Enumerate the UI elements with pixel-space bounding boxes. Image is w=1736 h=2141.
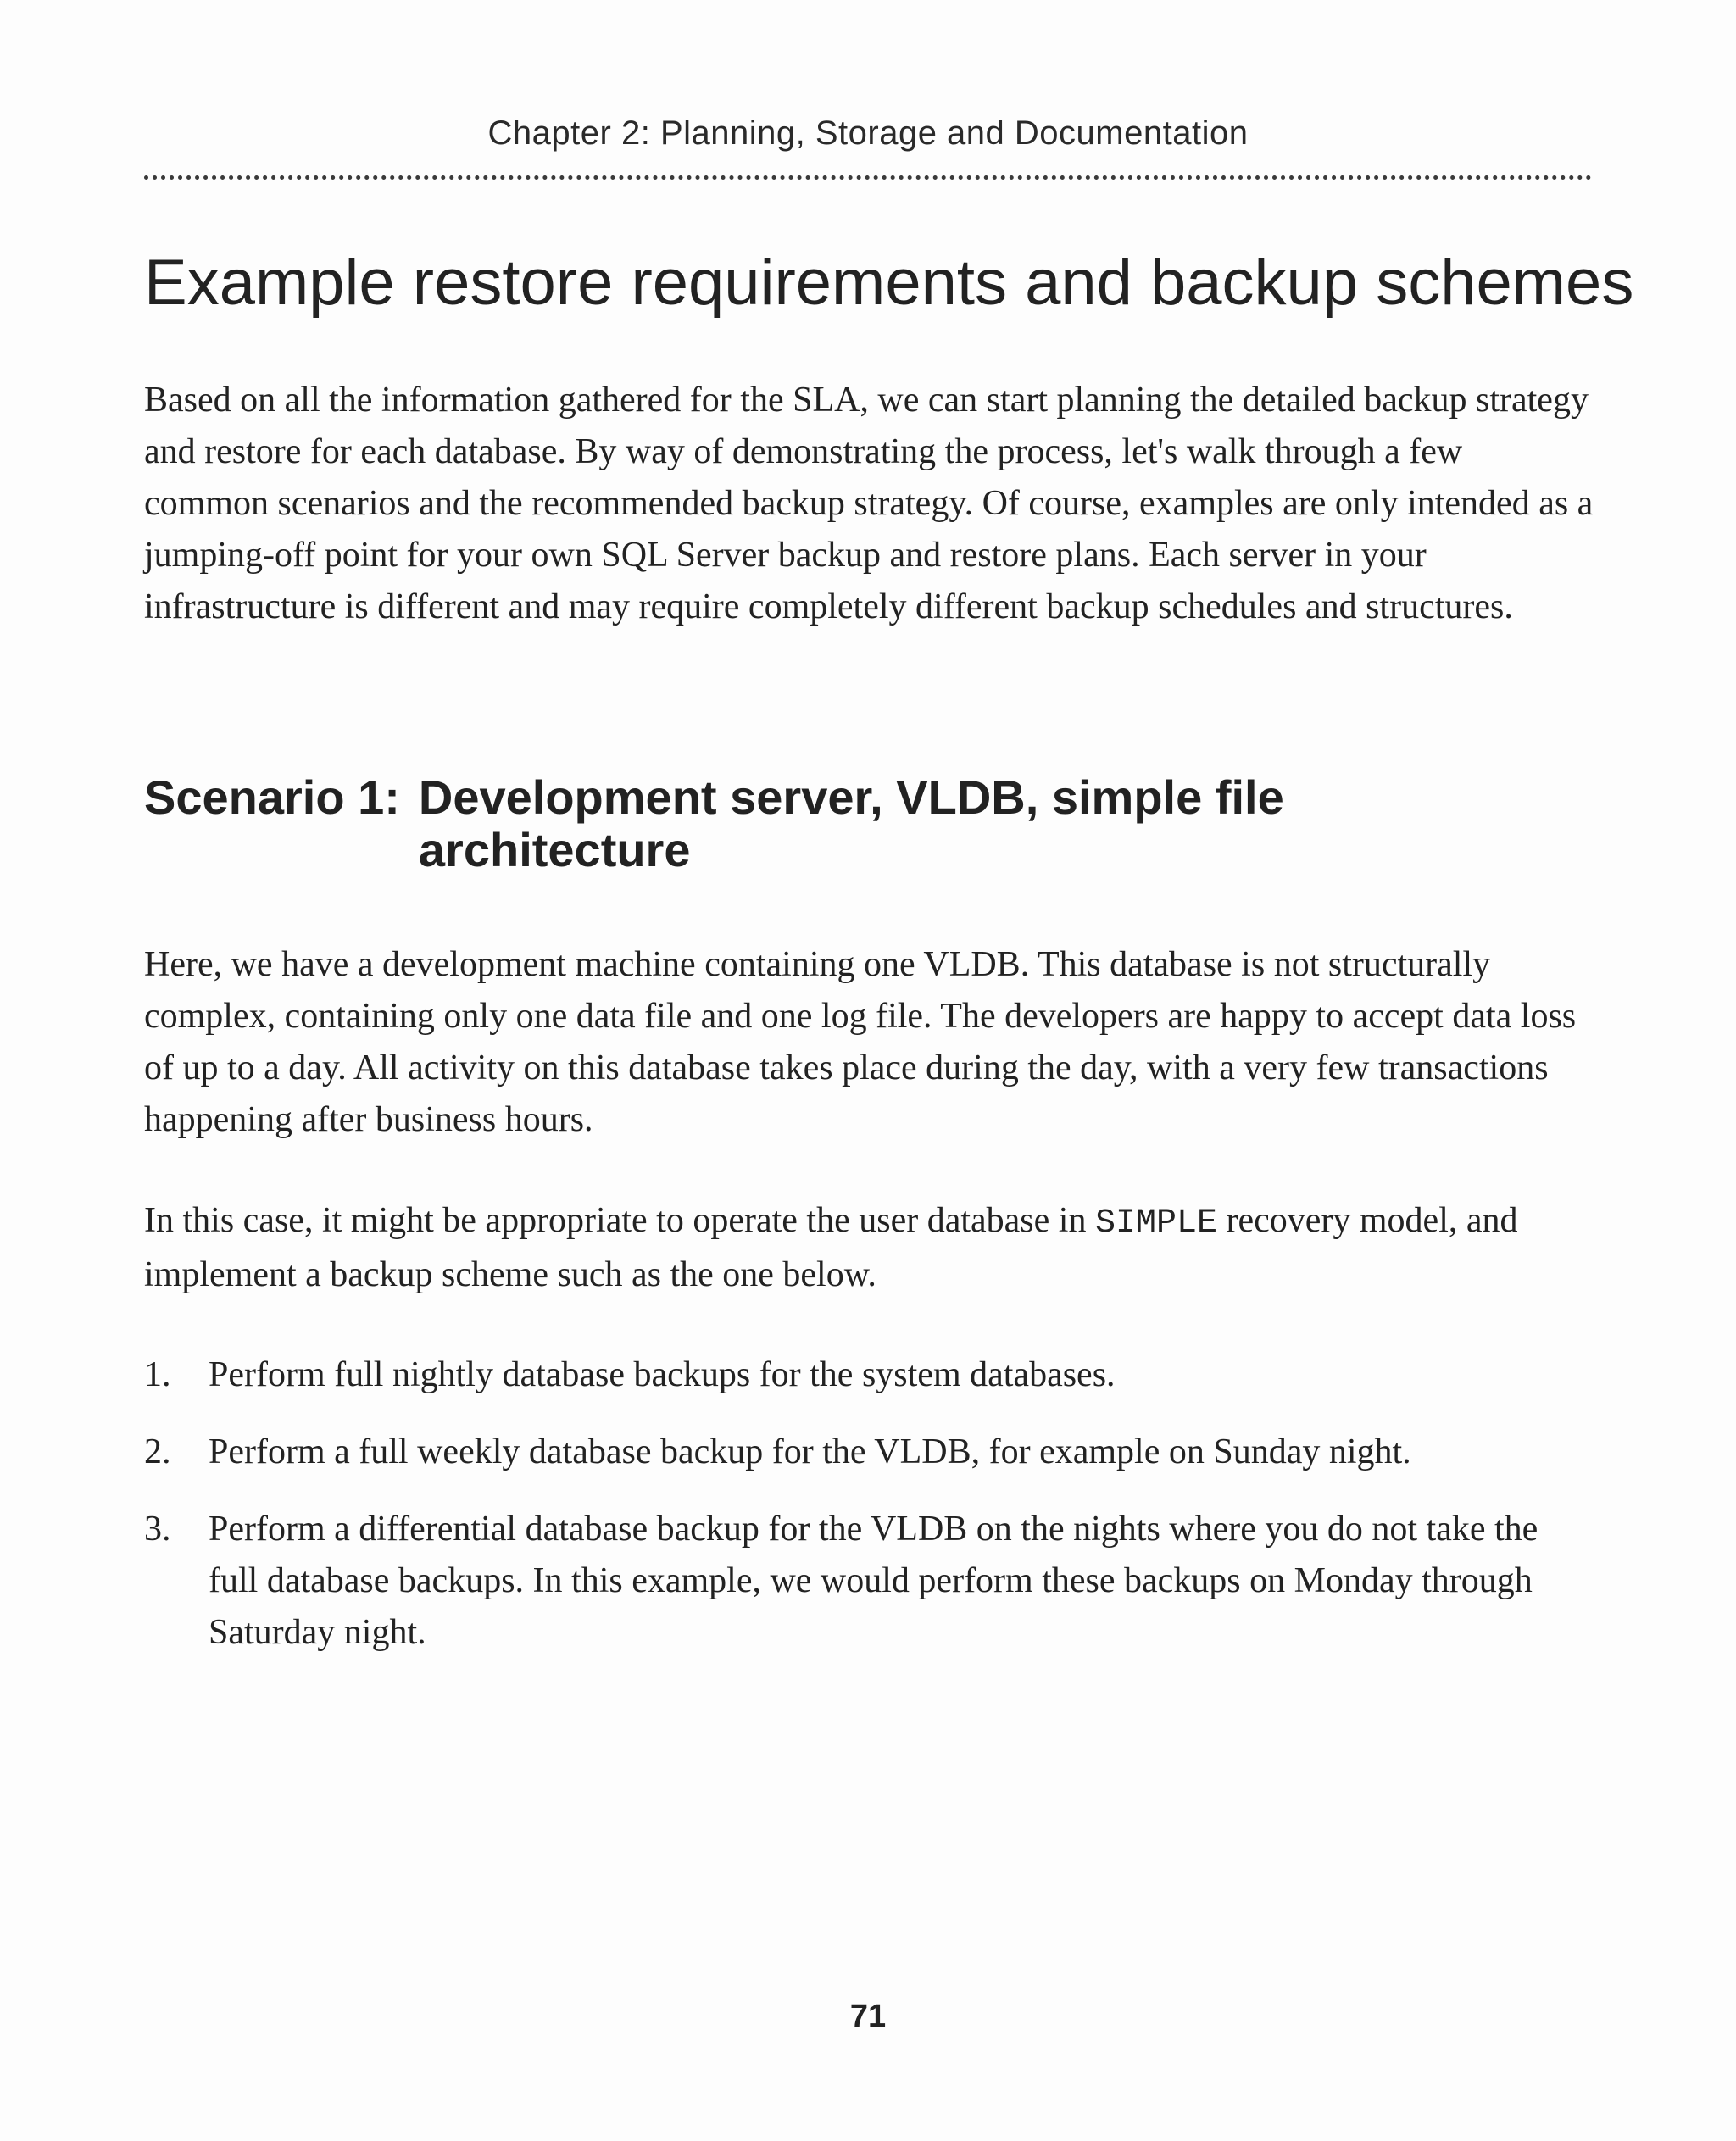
step-text: Perform a full weekly database backup for the VLDB, for example on Sunday night. bbox=[209, 1432, 1411, 1471]
page-number: 71 bbox=[849, 1999, 887, 2034]
header-divider bbox=[144, 175, 1592, 180]
scenario-description: Here, we have a development machine containing one VLDB. This database is not structurally complex, containing only one data file and one log file. The developers are happy to accept data loss of up to a day. All activity on this database takes place during the day, with a very few transactions happening after business hours. bbox=[144, 945, 1577, 1139]
list-item bbox=[144, 1349, 1595, 1401]
step-number: 3. bbox=[144, 1510, 171, 1549]
intro-paragraph: Based on all the information gathered for the SLA, we can start planning the detailed backup strategy and restore for each database. By way of demonstrating the process, let's walk through a few common scenarios and the recommended backup strategy. Of course, examples are only intended as a jumping-off point for your own SQL Server backup and restore plans. Each server in your infrastructure is different and may require completely different backup schedules and structures. bbox=[144, 381, 1594, 626]
recovery-text-after: recovery model, and implement a backup scheme such as the one below. bbox=[144, 1201, 1518, 1294]
step-text: Perform a differential database backup for the VLDB on the nights where you do not take the full database backups. In this example, we would perform these backups on Monday through Saturday night. bbox=[209, 1510, 1538, 1652]
section-title: Example restore requirements and backup schemes bbox=[144, 247, 1634, 319]
recovery-text-before: In this case, it might be appropriate to operate the user database in bbox=[144, 1201, 1095, 1240]
list-item bbox=[144, 1504, 1595, 1659]
list-item bbox=[144, 1426, 1595, 1478]
step-text: Perform full nightly database backups for the system databases. bbox=[209, 1355, 1116, 1394]
recovery-model-code: SIMPLE bbox=[1094, 1204, 1217, 1243]
step-number: 1. bbox=[144, 1355, 171, 1394]
running-header: Chapter 2: Planning, Storage and Documentation bbox=[487, 114, 1249, 152]
scenario-title: Development server, VLDB, simple file architecture bbox=[418, 770, 1284, 876]
recovery-paragraph bbox=[144, 1195, 1595, 1301]
backup-steps-list bbox=[144, 1349, 1595, 1684]
step-number: 2. bbox=[144, 1432, 171, 1471]
scenario-label: Scenario 1: bbox=[144, 770, 400, 824]
scenario-heading bbox=[144, 771, 1368, 876]
